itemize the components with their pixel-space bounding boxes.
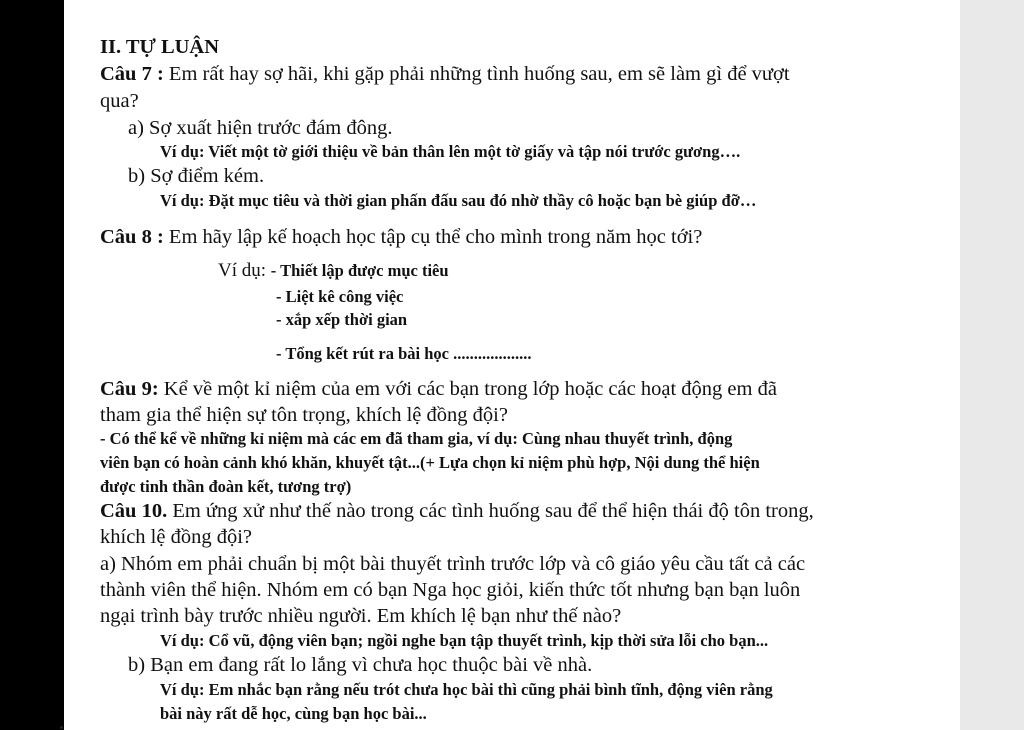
question-8-item-4: - Tổng kết rút ra bài học ................... — [276, 344, 532, 363]
question-9-text: Kể về một kỉ niệm của em với các bạn trong lớp hoặc các hoạt động em đã — [158, 378, 777, 400]
question-8-item-2: - Liệt kê công việc — [276, 287, 404, 306]
question-7 — [100, 61, 790, 87]
question-10-text-cont: khích lệ đồng đội? — [100, 526, 253, 548]
question-10 — [100, 498, 814, 524]
question-9-answer-3: được tinh thần đoàn kết, tương trợ) — [100, 477, 352, 496]
question-10-part-a-3: ngại trình bày trước nhiều người. Em khích lệ bạn như thế nào? — [100, 605, 622, 627]
document-page — [64, 0, 960, 730]
question-7-label: Câu 7 : — [100, 63, 164, 85]
question-10-part-a-1: a) Nhóm em phải chuẩn bị một bài thuyết trình trước lớp và cô giáo yêu cầu tất cả các — [100, 553, 806, 575]
question-10-text: Em ứng xử như thế nào trong các tình huống sau để thể hiện thái độ tôn trong, — [167, 500, 814, 522]
question-8 — [100, 224, 702, 250]
question-7-example-b: Ví dụ: Đặt mục tiêu và thời gian phấn đấu sau đó nhờ thầy cô hoặc bạn bè giúp đỡ… — [160, 191, 757, 210]
question-10-example-b-1: Ví dụ: Em nhắc bạn rằng nếu trót chưa học bài thì cũng phải bình tĩnh, động viên rằng — [160, 680, 773, 699]
question-7-option-a: a) Sợ xuất hiện trước đám đông. — [128, 117, 393, 139]
question-10-part-a-2: thành viên thể hiện. Nhóm em có bạn Nga học giỏi, kiến thức tốt nhưng bạn bạn luôn — [100, 579, 801, 601]
question-9 — [100, 376, 777, 402]
question-7-option-b: b) Sợ điểm kém. — [128, 165, 265, 187]
question-10-label: Câu 10. — [100, 500, 168, 522]
section-title: II. TỰ LUẬN — [100, 36, 220, 58]
question-9-answer-1: - Có thể kể về những kỉ niệm mà các em đã tham gia, ví dụ: Cùng nhau thuyết trình, động — [100, 429, 733, 448]
question-8-label: Câu 8 : — [100, 226, 164, 248]
question-7-example-a: Ví dụ: Viết một tờ giới thiệu về bản thân lên một tờ giấy và tập nói trước gương…. — [160, 142, 741, 161]
question-7-text-cont: qua? — [100, 90, 139, 112]
question-8-example — [218, 259, 449, 283]
question-9-answer-2: viên bạn có hoàn cảnh khó khăn, khuyết tật...(+ Lựa chọn kỉ niệm phù hợp, Nội dung thể hiện — [100, 453, 760, 472]
question-7-text: Em rất hay sợ hãi, khi gặp phải những tình huống sau, em sẽ làm gì để vượt — [163, 63, 790, 85]
viewer-right-gutter — [960, 0, 1024, 730]
question-9-label: Câu 9: — [100, 378, 159, 400]
question-8-text: Em hãy lập kế hoạch học tập cụ thể cho mình trong năm học tới? — [163, 226, 703, 248]
question-8-item-1: - Thiết lập được mục tiêu — [270, 261, 449, 280]
question-10-example-b-2: bài này rất dễ học, cùng bạn học bài... — [160, 704, 427, 723]
question-10-example-a: Ví dụ: Cổ vũ, động viên bạn; ngồi nghe bạn tập thuyết trình, kịp thời sửa lỗi cho bạn... — [160, 631, 769, 650]
question-8-example-prefix: Ví dụ: — [218, 260, 271, 281]
scan-dot — [60, 726, 63, 729]
question-9-text-cont: tham gia thể hiện sự tôn trọng, khích lệ đồng đội? — [100, 404, 508, 426]
question-8-item-3: - xắp xếp thời gian — [276, 310, 408, 329]
question-10-option-b: b) Bạn em đang rất lo lắng vì chưa học thuộc bài về nhà. — [128, 654, 593, 676]
